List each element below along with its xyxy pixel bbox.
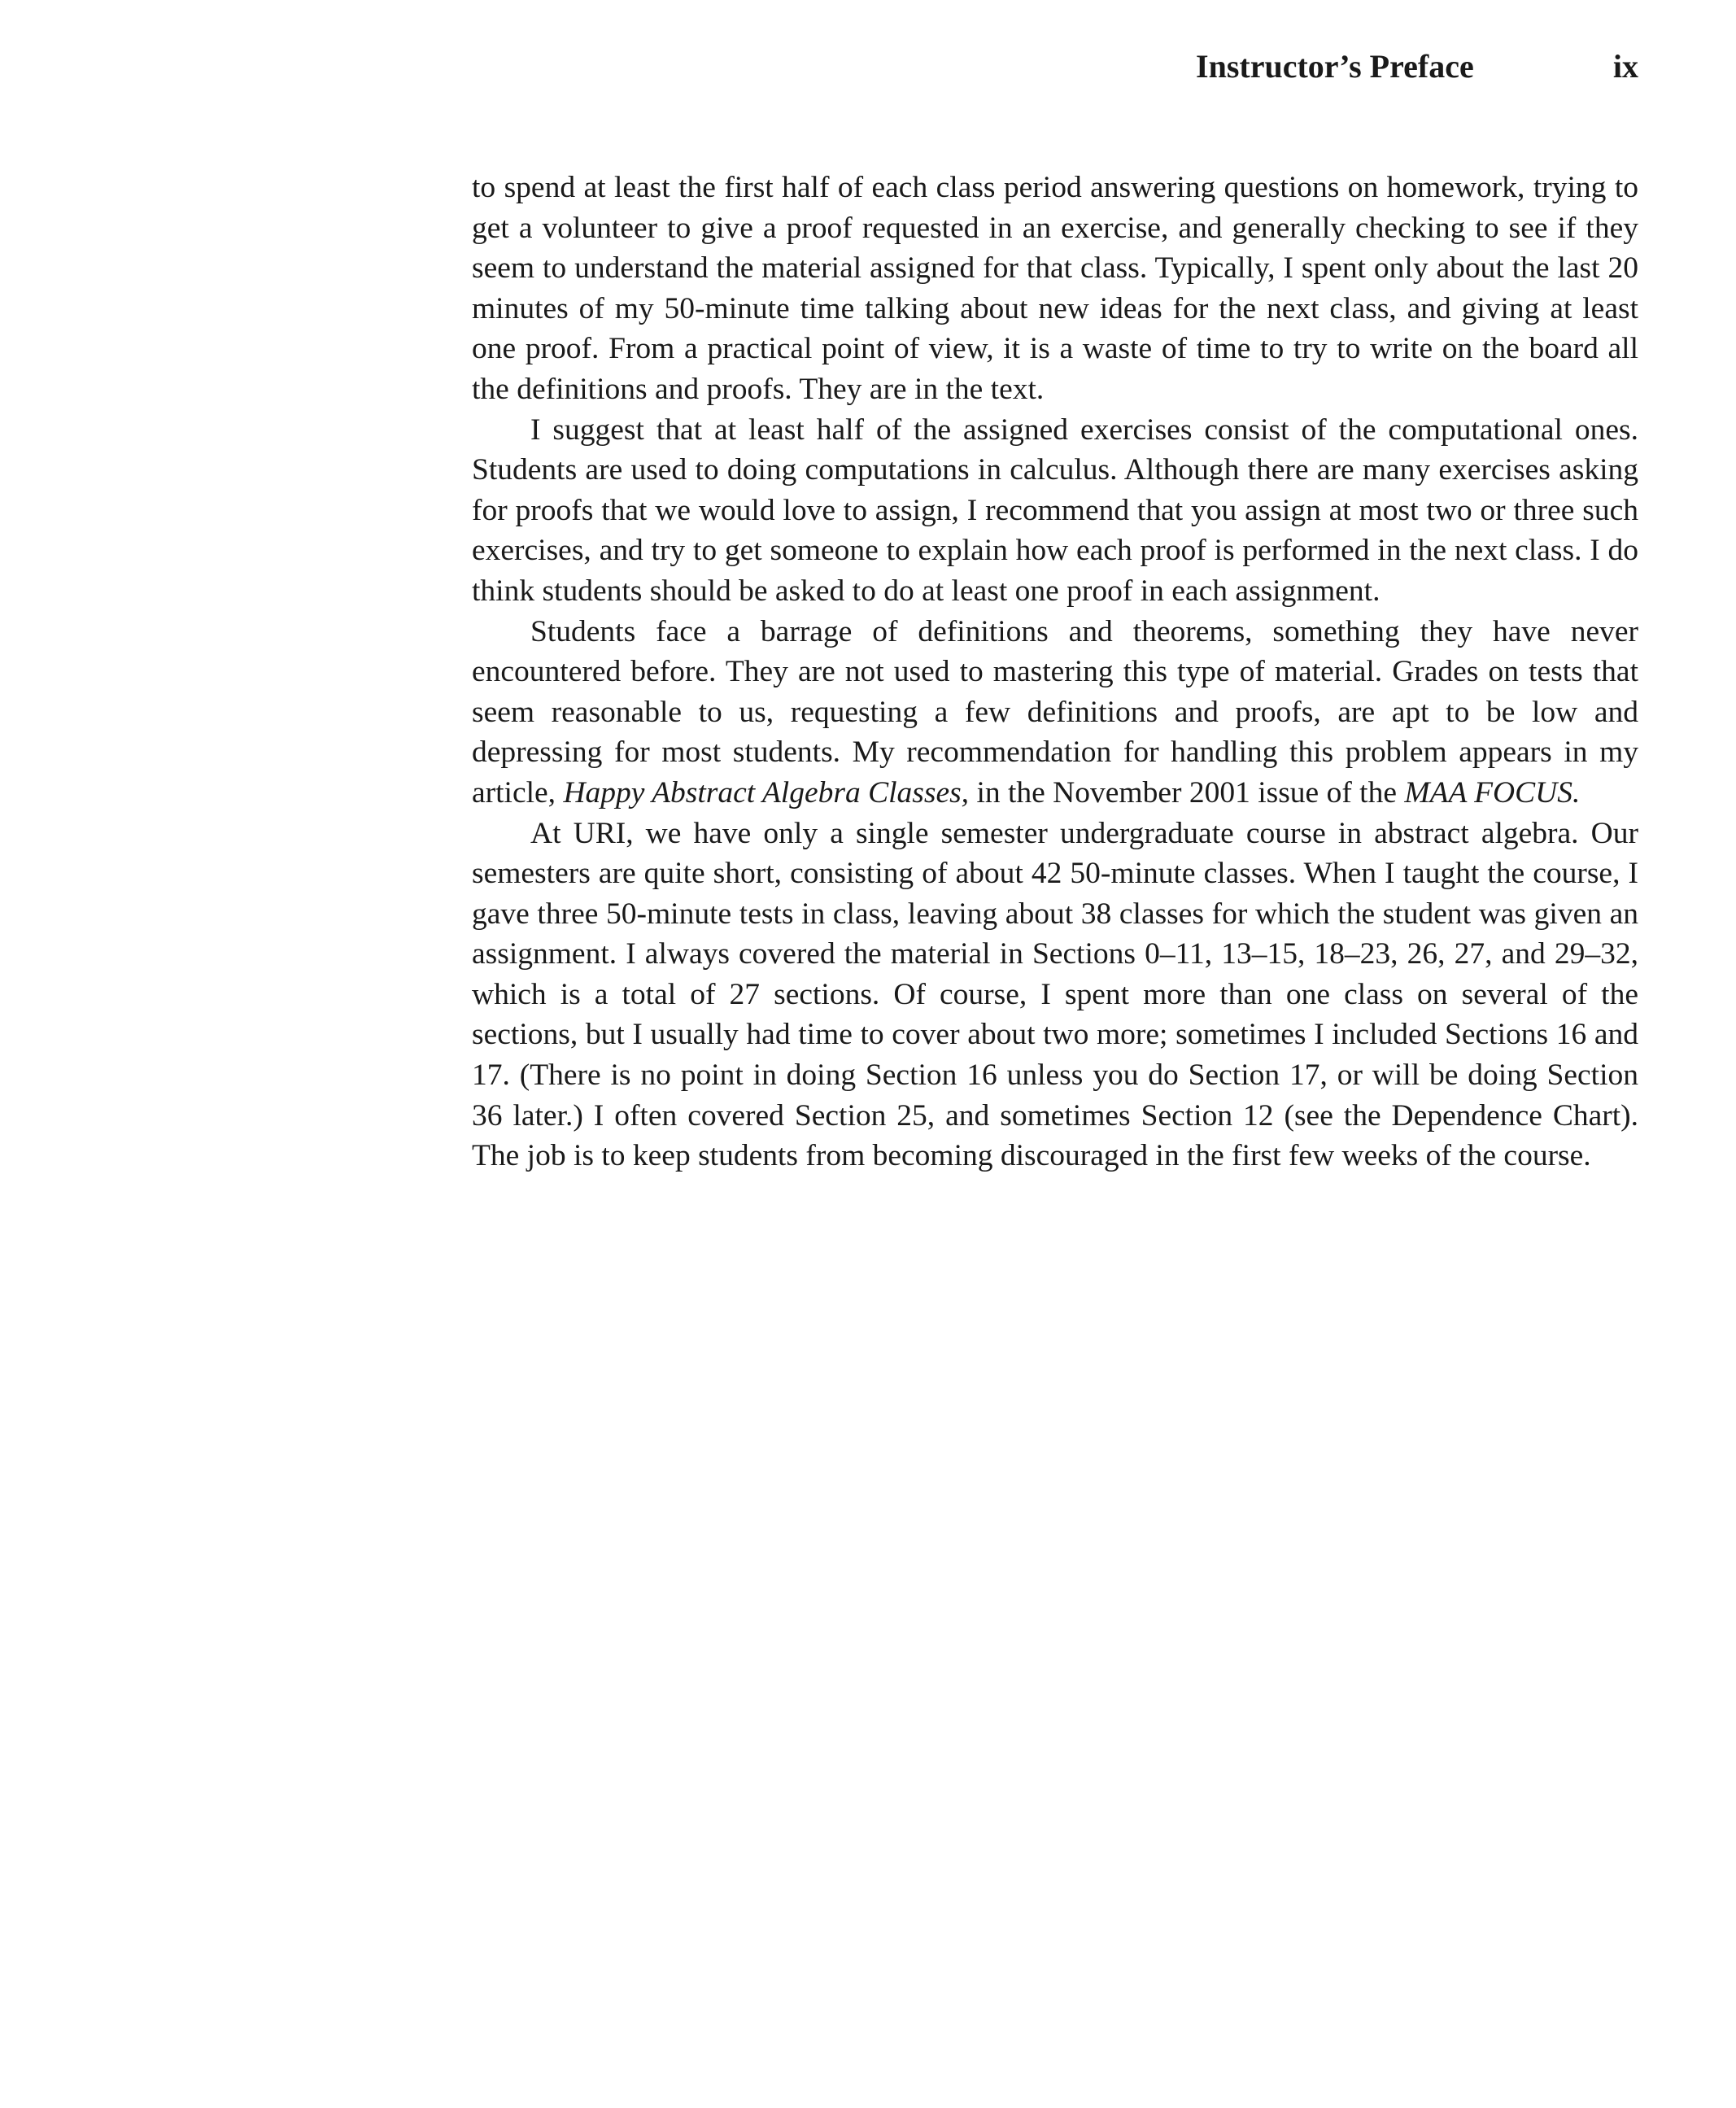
running-head-title: Instructor’s Preface (1196, 48, 1474, 85)
paragraph-text: in the November 2001 issue of the (969, 775, 1405, 810)
paragraph-uri-course: At URI, we have only a single semester undergraduate course in abstract algebra. Our semesters are quite short, consisting of about 42 50-minute classes. When I taught the course, I gave three 50-minute tests in class, leaving about 38 classes for which the student was given an assignment. I always covered the material in Sections 0–11, 13–15, 18–23, 26, 27, and 29–32, which is a total of 27 sections. Of course, I spent more than one class on several of the sections, but I usually had time to cover about two more; sometimes I included Sections 16 and 17. (There is no point in doing Section 16 unless you do Section 17, or will be doing Section 36 later.) I often covered Section 25, and sometimes Section 12 (see the Dependence Chart). The job is to keep students from becoming discouraged in the first few weeks of the course. (472, 816, 1638, 1173)
publication-title: MAA FOCUS. (1404, 775, 1581, 810)
paragraph-continuation: to spend at least the first half of each class period answering questions on homework, trying to get a volunteer to give a proof requested in an exercise, and generally checking to see if they seem to understand the material assigned for that class. Typically, I spent only about the last 20 minutes of my 50-minute time talking about new ideas for the next class, and giving at least one proof. From a practical point of view, it is a waste of time to try to write on the board all the definitions and proofs. They are in the text. (472, 171, 1638, 406)
running-head (1196, 42, 1638, 91)
article-title: Happy Abstract Algebra Classes, (563, 775, 970, 810)
paragraph-computational-exercises: I suggest that at least half of the assigned exercises consist of the computational ones. Students are used to doing computations in calculus. Although there are many exercises asking for proofs that we would love to assign, I recommend that you assign at most two or three such exercises, and try to get someone to explain how each proof is performed in the next class. I do think students should be asked to do at least one proof in each assignment. (472, 412, 1638, 608)
body-text (472, 168, 1638, 1176)
paragraph-text: Students face a barrage of definitions and theorems, something they have never encountered before. They are not used to mastering this type of material. Grades on tests that seem reasonable to us, requesting a few definitions and proofs, are apt to be low and depressing for most students. My recommendation for handling this problem appears in my article, (472, 614, 1638, 810)
paragraph-definitions-theorems (472, 612, 1638, 814)
page-number: ix (1612, 48, 1638, 85)
